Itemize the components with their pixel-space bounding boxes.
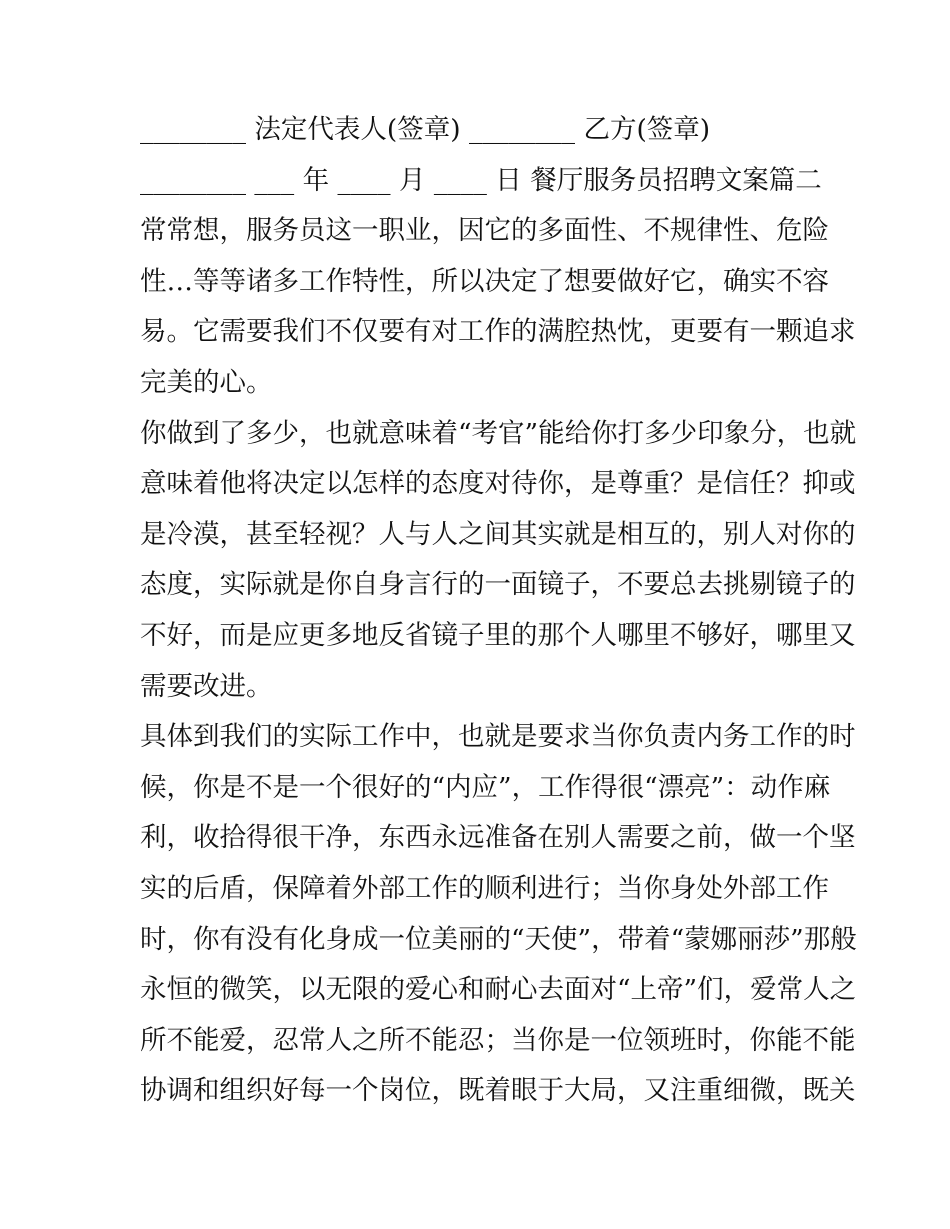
document-page xyxy=(140,105,857,1117)
text-line: 不好，而是应更多地反省镜子里的那个人哪里不够好，哪里又 xyxy=(140,619,856,651)
text-line: 具体到我们的实际工作中，也就是要求当你负责内务工作的时 xyxy=(140,721,856,753)
text-line: 你做到了多少，也就意味着“考官”能给你打多少印象分，也就 xyxy=(140,417,857,449)
text-line: 易。它需要我们不仅要有对工作的满腔热忱，更要有一颗追求 xyxy=(140,316,856,348)
text-line: 完美的心。 xyxy=(140,366,273,398)
text-line: 意味着他将决定以怎样的态度对待你，是尊重？是信任？抑或 xyxy=(140,468,856,500)
text-line: 时，你有没有化身成一位美丽的“天使”，带着“蒙娜丽莎”那般 xyxy=(140,923,857,955)
text-line: 实的后盾，保障着外部工作的顺利进行；当你身处外部工作 xyxy=(140,872,829,904)
text-line: 利，收拾得很干净，东西永远准备在别人需要之前，做一个坚 xyxy=(140,822,856,854)
text-line: 协调和组织好每一个岗位，既着眼于大局，又注重细微，既关 xyxy=(140,1075,856,1107)
text-line: 常常想，服务员这一职业，因它的多面性、不规律性、危险 xyxy=(140,215,829,247)
text-line: 候，你是不是一个很好的“内应”，工作得很“漂亮”：动作麻 xyxy=(140,771,831,803)
text-line: 性…等等诸多工作特性，所以决定了想要做好它，确实不容 xyxy=(140,265,829,297)
text-line: 所不能爱，忍常人之所不能忍；当你是一位领班时，你能不能 xyxy=(140,1024,856,1056)
signature-line: ________ 法定代表人(签章) ________ 乙方(签章) xyxy=(140,114,711,145)
text-line: 需要改进。 xyxy=(140,670,273,702)
text-line: 态度，实际就是你自身言行的一面镜子，不要总去挑剔镜子的 xyxy=(140,569,856,601)
text-line: 永恒的微笑，以无限的爱心和耐心去面对“上帝”们，爱常人之 xyxy=(140,974,857,1006)
date-and-heading-line: ________ ___ 年 ____ 月 ____ 日 餐厅服务员招聘文案篇二 xyxy=(140,164,822,196)
text-line: 是冷漠，甚至轻视？人与人之间其实就是相互的，别人对你的 xyxy=(140,518,856,550)
